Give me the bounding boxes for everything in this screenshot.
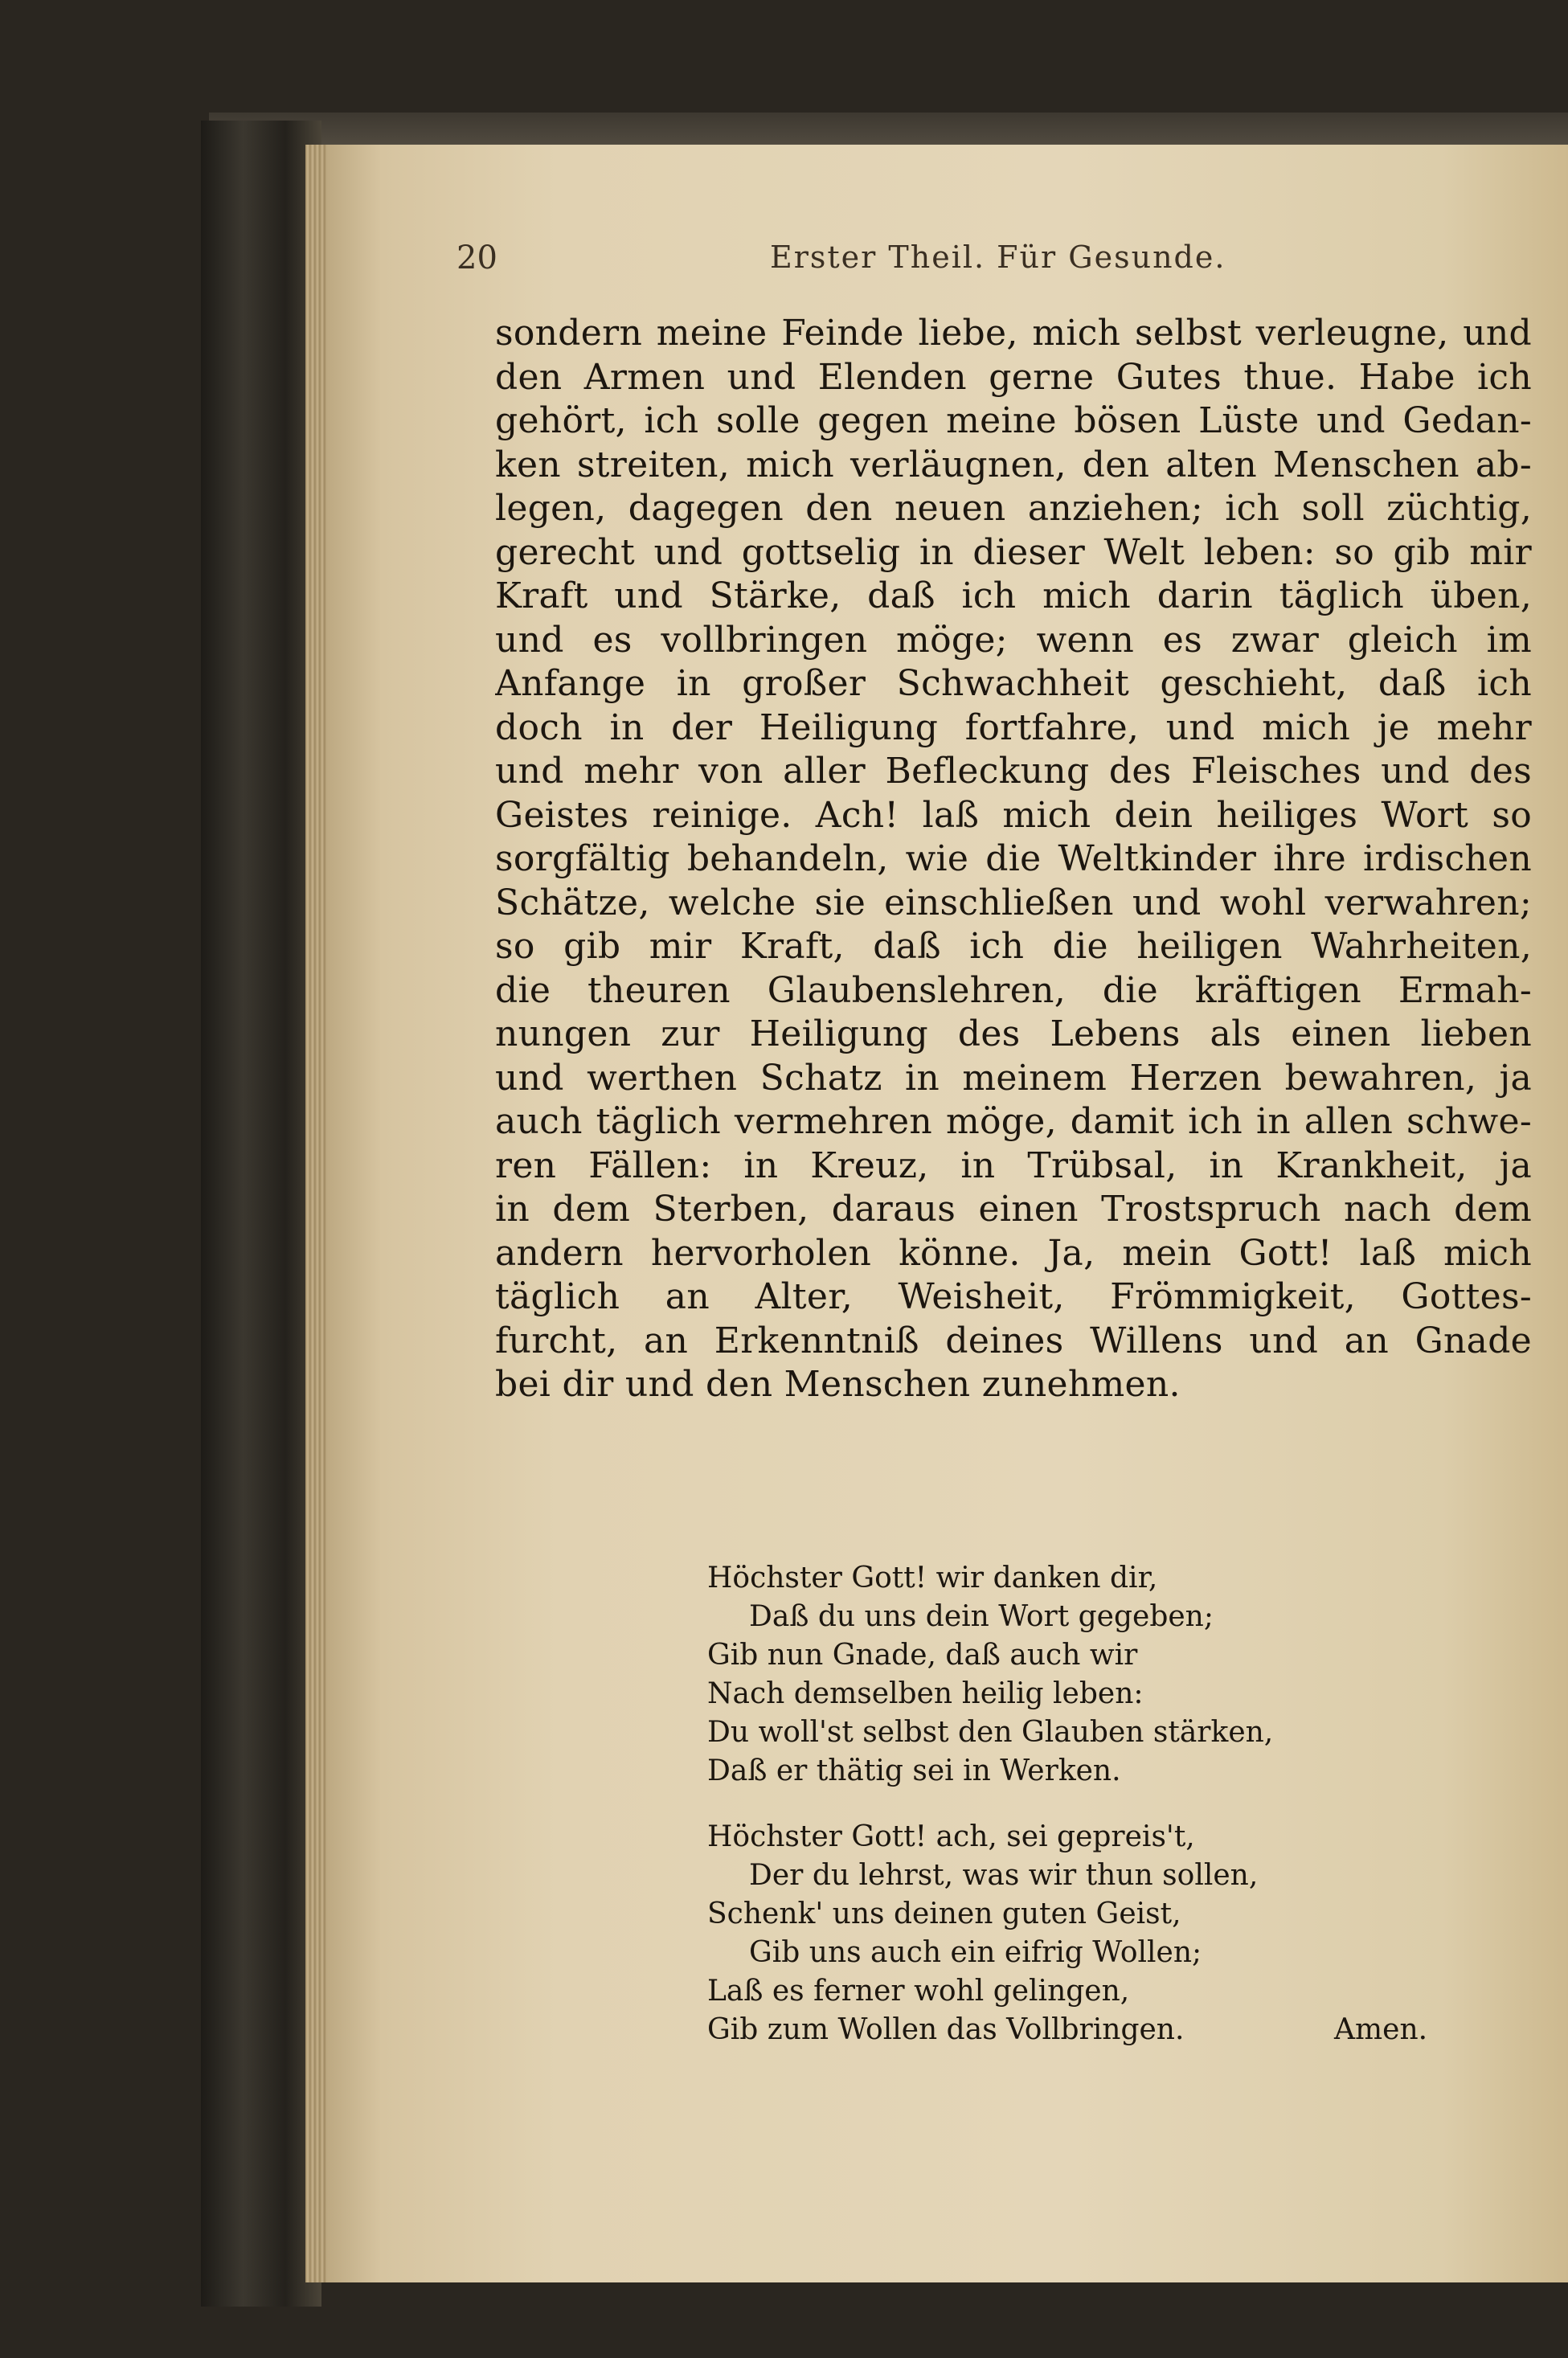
text-line: Geistes reinige. Ach! laß mich dein heiliges Wort so	[495, 794, 1532, 836]
hymn-line: Daß er thätig sei in Werken.	[707, 1754, 1121, 1787]
hymn-line: Höchster Gott! ach, sei gepreis't,	[707, 1820, 1195, 1853]
page-edges	[305, 145, 326, 2282]
text-line: und mehr von aller Befleckung des Fleisches und des	[495, 751, 1532, 792]
page-number: 20	[456, 239, 497, 276]
text-line: Schätze, welche sie einschließen und wohl verwahren;	[495, 882, 1532, 923]
text-line: Kraft und Stärke, daß ich mich darin täglich üben,	[495, 575, 1532, 616]
hymn-line: Daß du uns dein Wort gegeben;	[749, 1600, 1214, 1633]
hymn-stanza-2	[707, 1818, 1527, 2049]
hymn-line: Laß es ferner wohl gelingen,	[707, 1975, 1130, 2008]
text-line: bei dir und den Menschen zunehmen.	[495, 1364, 1181, 1405]
text-line: sorgfältig behandeln, wie die Weltkinder ihre irdischen	[495, 838, 1532, 879]
text-line: so gib mir Kraft, daß ich die heiligen Wahrheiten,	[495, 926, 1532, 967]
text-line: und werthen Schatz in meinem Herzen bewahren, ja	[495, 1057, 1532, 1099]
text-line: doch in der Heiligung fortfahre, und mich je mehr	[495, 706, 1532, 748]
text-line: andern hervorholen könne. Ja, mein Gott! laß mich	[495, 1232, 1532, 1274]
hymn-line: Du woll'st selbst den Glauben stärken,	[707, 1716, 1274, 1749]
text-line: sondern meine Feinde liebe, mich selbst verleugne, und	[495, 313, 1532, 354]
hymn-line: Nach demselben heilig leben:	[707, 1677, 1144, 1710]
hymn-line: Der du lehrst, was wir thun sollen,	[749, 1859, 1259, 1892]
text-line: täglich an Alter, Weisheit, Frömmigkeit, Gottes-	[495, 1276, 1532, 1317]
text-line: ken streiten, mich verläugnen, den alten Menschen ab-	[495, 444, 1532, 485]
text-line: auch täglich vermehren möge, damit ich in allen schwe-	[495, 1101, 1532, 1142]
prayer-text	[495, 312, 1532, 1407]
hymn-line: Höchster Gott! wir danken dir,	[707, 1562, 1158, 1595]
hymn-stanza-1	[707, 1559, 1527, 1791]
hymn-line: Gib zum Wollen das Vollbringen.	[707, 2013, 1185, 2046]
text-line: Anfange in großer Schwachheit geschieht, daß ich	[495, 663, 1532, 704]
hymn-line: Gib uns auch ein eifrig Wollen;	[749, 1936, 1202, 1969]
text-line: gehört, ich solle gegen meine bösen Lüste und Gedan-	[495, 400, 1532, 441]
book-spine	[201, 121, 321, 2307]
text-line: furcht, an Erkenntniß deines Willens und an Gnade	[495, 1320, 1532, 1361]
text-line: nungen zur Heiligung des Lebens als einen lieben	[495, 1013, 1532, 1054]
page-header	[456, 239, 1469, 288]
hymn-line: Gib nun Gnade, daß auch wir	[707, 1639, 1138, 1672]
text-line: gerecht und gottselig in dieser Welt leben: so gib mir	[495, 531, 1532, 573]
text-line: legen, dagegen den neuen anziehen; ich soll züchtig,	[495, 488, 1532, 529]
text-line: die theuren Glaubenslehren, die kräftigen Ermah-	[495, 969, 1532, 1011]
running-title: Erster Theil. Für Gesunde.	[770, 239, 1226, 275]
hymn-last-row	[707, 2011, 1527, 2049]
text-line: in dem Sterben, daraus einen Trostspruch nach dem	[495, 1189, 1532, 1230]
text-line: den Armen und Elenden gerne Gutes thue. Habe ich	[495, 356, 1532, 398]
hymn-line: Schenk' uns deinen guten Geist,	[707, 1897, 1181, 1930]
text-line: ren Fällen: in Kreuz, in Trübsal, in Krankheit, ja	[495, 1144, 1532, 1186]
text-line: und es vollbringen möge; wenn es zwar gleich im	[495, 619, 1532, 661]
closing-amen: Amen.	[1334, 2013, 1428, 2046]
